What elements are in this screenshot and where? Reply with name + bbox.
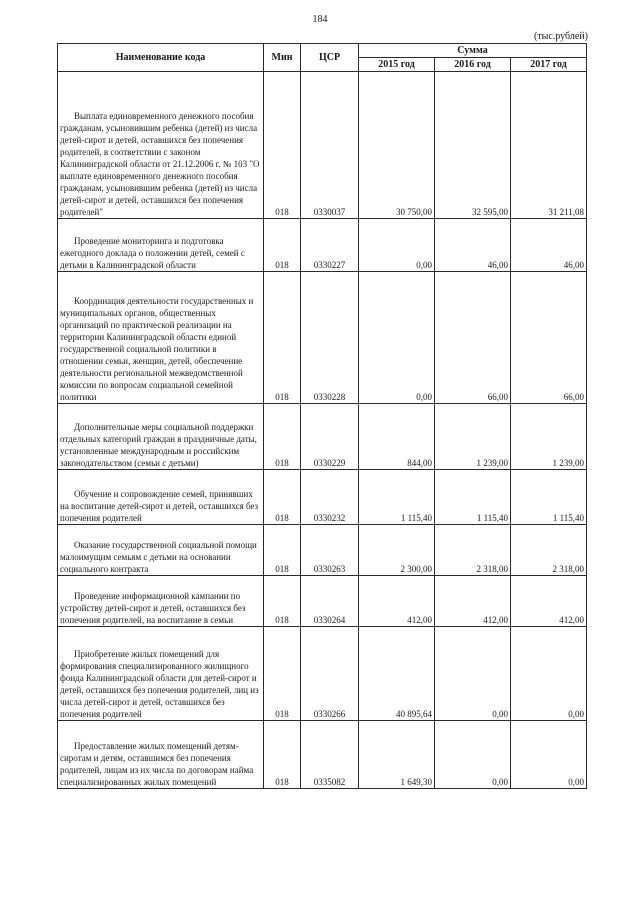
row-min: 018 — [264, 627, 301, 721]
row-2015: 412,00 — [359, 576, 435, 627]
row-name: Оказание государственной социальной помощи малоимущим семьям с детьми на основании социального контракта — [58, 525, 264, 576]
table-row — [58, 525, 587, 576]
header-2016: 2016 год — [435, 58, 511, 72]
row-2017: 31 211,08 — [511, 72, 587, 219]
row-min: 018 — [264, 576, 301, 627]
table-row — [58, 404, 587, 470]
table-row — [58, 576, 587, 627]
row-name: Проведение мониторинга и подготовка ежегодного доклада о положении детей, семей с детьми в Калининградской области — [58, 219, 264, 272]
row-2016: 32 595,00 — [435, 72, 511, 219]
page-number: 184 — [312, 14, 328, 25]
table-row — [58, 627, 587, 721]
row-name: Проведение информационной кампании по устройству детей-сирот и детей, оставшихся без попечения родителей, на воспитание в семьи — [58, 576, 264, 627]
header-csr: ЦСР — [301, 44, 359, 72]
row-2015: 2 300,00 — [359, 525, 435, 576]
budget-table — [57, 43, 587, 789]
row-csr: 0330263 — [301, 525, 359, 576]
row-2017: 46,00 — [511, 219, 587, 272]
row-2017: 2 318,00 — [511, 525, 587, 576]
row-2017: 0,00 — [511, 627, 587, 721]
row-2015: 1 115,40 — [359, 470, 435, 525]
row-csr: 0330232 — [301, 470, 359, 525]
row-csr: 0330037 — [301, 72, 359, 219]
row-name: Дополнительные меры социальной поддержки отдельных категорий граждан в праздничные даты, установленные международным и российским законодательством (семьи с детьми) — [58, 404, 264, 470]
row-min: 018 — [264, 219, 301, 272]
row-2017: 1 239,00 — [511, 404, 587, 470]
row-min: 018 — [264, 72, 301, 219]
row-2015: 40 895,64 — [359, 627, 435, 721]
row-2016: 46,00 — [435, 219, 511, 272]
row-2015: 30 750,00 — [359, 72, 435, 219]
row-min: 018 — [264, 721, 301, 789]
row-2017: 0,00 — [511, 721, 587, 789]
row-csr: 0330264 — [301, 576, 359, 627]
row-2017: 412,00 — [511, 576, 587, 627]
row-2016: 2 318,00 — [435, 525, 511, 576]
row-2017: 66,00 — [511, 272, 587, 404]
row-min: 018 — [264, 470, 301, 525]
row-name: Приобретение жилых помещений для формирования специализированного жилищного фонда Калининградской области для детей-сирот и детей, оставшихся без попечения родителей, лиц из числа детей-сирот и детей, оставшихся без попечения родителей — [58, 627, 264, 721]
row-2016: 1 115,40 — [435, 470, 511, 525]
row-csr: 0330266 — [301, 627, 359, 721]
header-min: Мин — [264, 44, 301, 72]
row-csr: 0330227 — [301, 219, 359, 272]
row-2016: 412,00 — [435, 576, 511, 627]
table-row — [58, 721, 587, 789]
row-name: Обучение и сопровождение семей, принявших на воспитание детей-сирот и детей, оставшихся без попечения родителей — [58, 470, 264, 525]
row-2015: 0,00 — [359, 272, 435, 404]
header-sum: Сумма — [359, 44, 587, 58]
row-csr: 0335082 — [301, 721, 359, 789]
row-min: 018 — [264, 404, 301, 470]
table-row — [58, 470, 587, 525]
row-2017: 1 115,40 — [511, 470, 587, 525]
row-2015: 0,00 — [359, 219, 435, 272]
header-name: Наименование кода — [58, 44, 264, 72]
table-row — [58, 72, 587, 219]
units-label: (тыс.рублей) — [533, 31, 588, 42]
row-name: Выплата единовременного денежного пособия гражданам, усыновившим ребенка (детей) из числа детей-сирот и детей, оставшихся без попечения родителей, в соответствии с законом Калининградской области от 21.12.2006 г. № 103 "О выплате единовременного денежного пособия гражданам, усыновившим ребенка (детей) из числа детей-сирот и детей, оставшихся без попечения родителей" — [58, 72, 264, 219]
row-min: 018 — [264, 525, 301, 576]
row-2015: 1 649,30 — [359, 721, 435, 789]
header-2015: 2015 год — [359, 58, 435, 72]
row-2016: 1 239,00 — [435, 404, 511, 470]
row-csr: 0330229 — [301, 404, 359, 470]
row-2015: 844,00 — [359, 404, 435, 470]
row-2016: 66,00 — [435, 272, 511, 404]
row-name: Координация деятельности государственных и муниципальных органов, общественных организаций по практической реализации на территории Калининградской области единой государственной социальной политики в отношении семьи, женщин, детей, обеспечение деятельности региональной межведомственной комиссии по вопросам социальной семейной политики — [58, 272, 264, 404]
row-name: Предоставление жилых помещений детям-сиротам и детям, оставшимся без попечения родителей, лицам из их числа по договорам найма специализированных жилых помещений — [58, 721, 264, 789]
row-2016: 0,00 — [435, 627, 511, 721]
row-2016: 0,00 — [435, 721, 511, 789]
table-row — [58, 272, 587, 404]
table-row — [58, 219, 587, 272]
row-csr: 0330228 — [301, 272, 359, 404]
row-min: 018 — [264, 272, 301, 404]
header-2017: 2017 год — [511, 58, 587, 72]
